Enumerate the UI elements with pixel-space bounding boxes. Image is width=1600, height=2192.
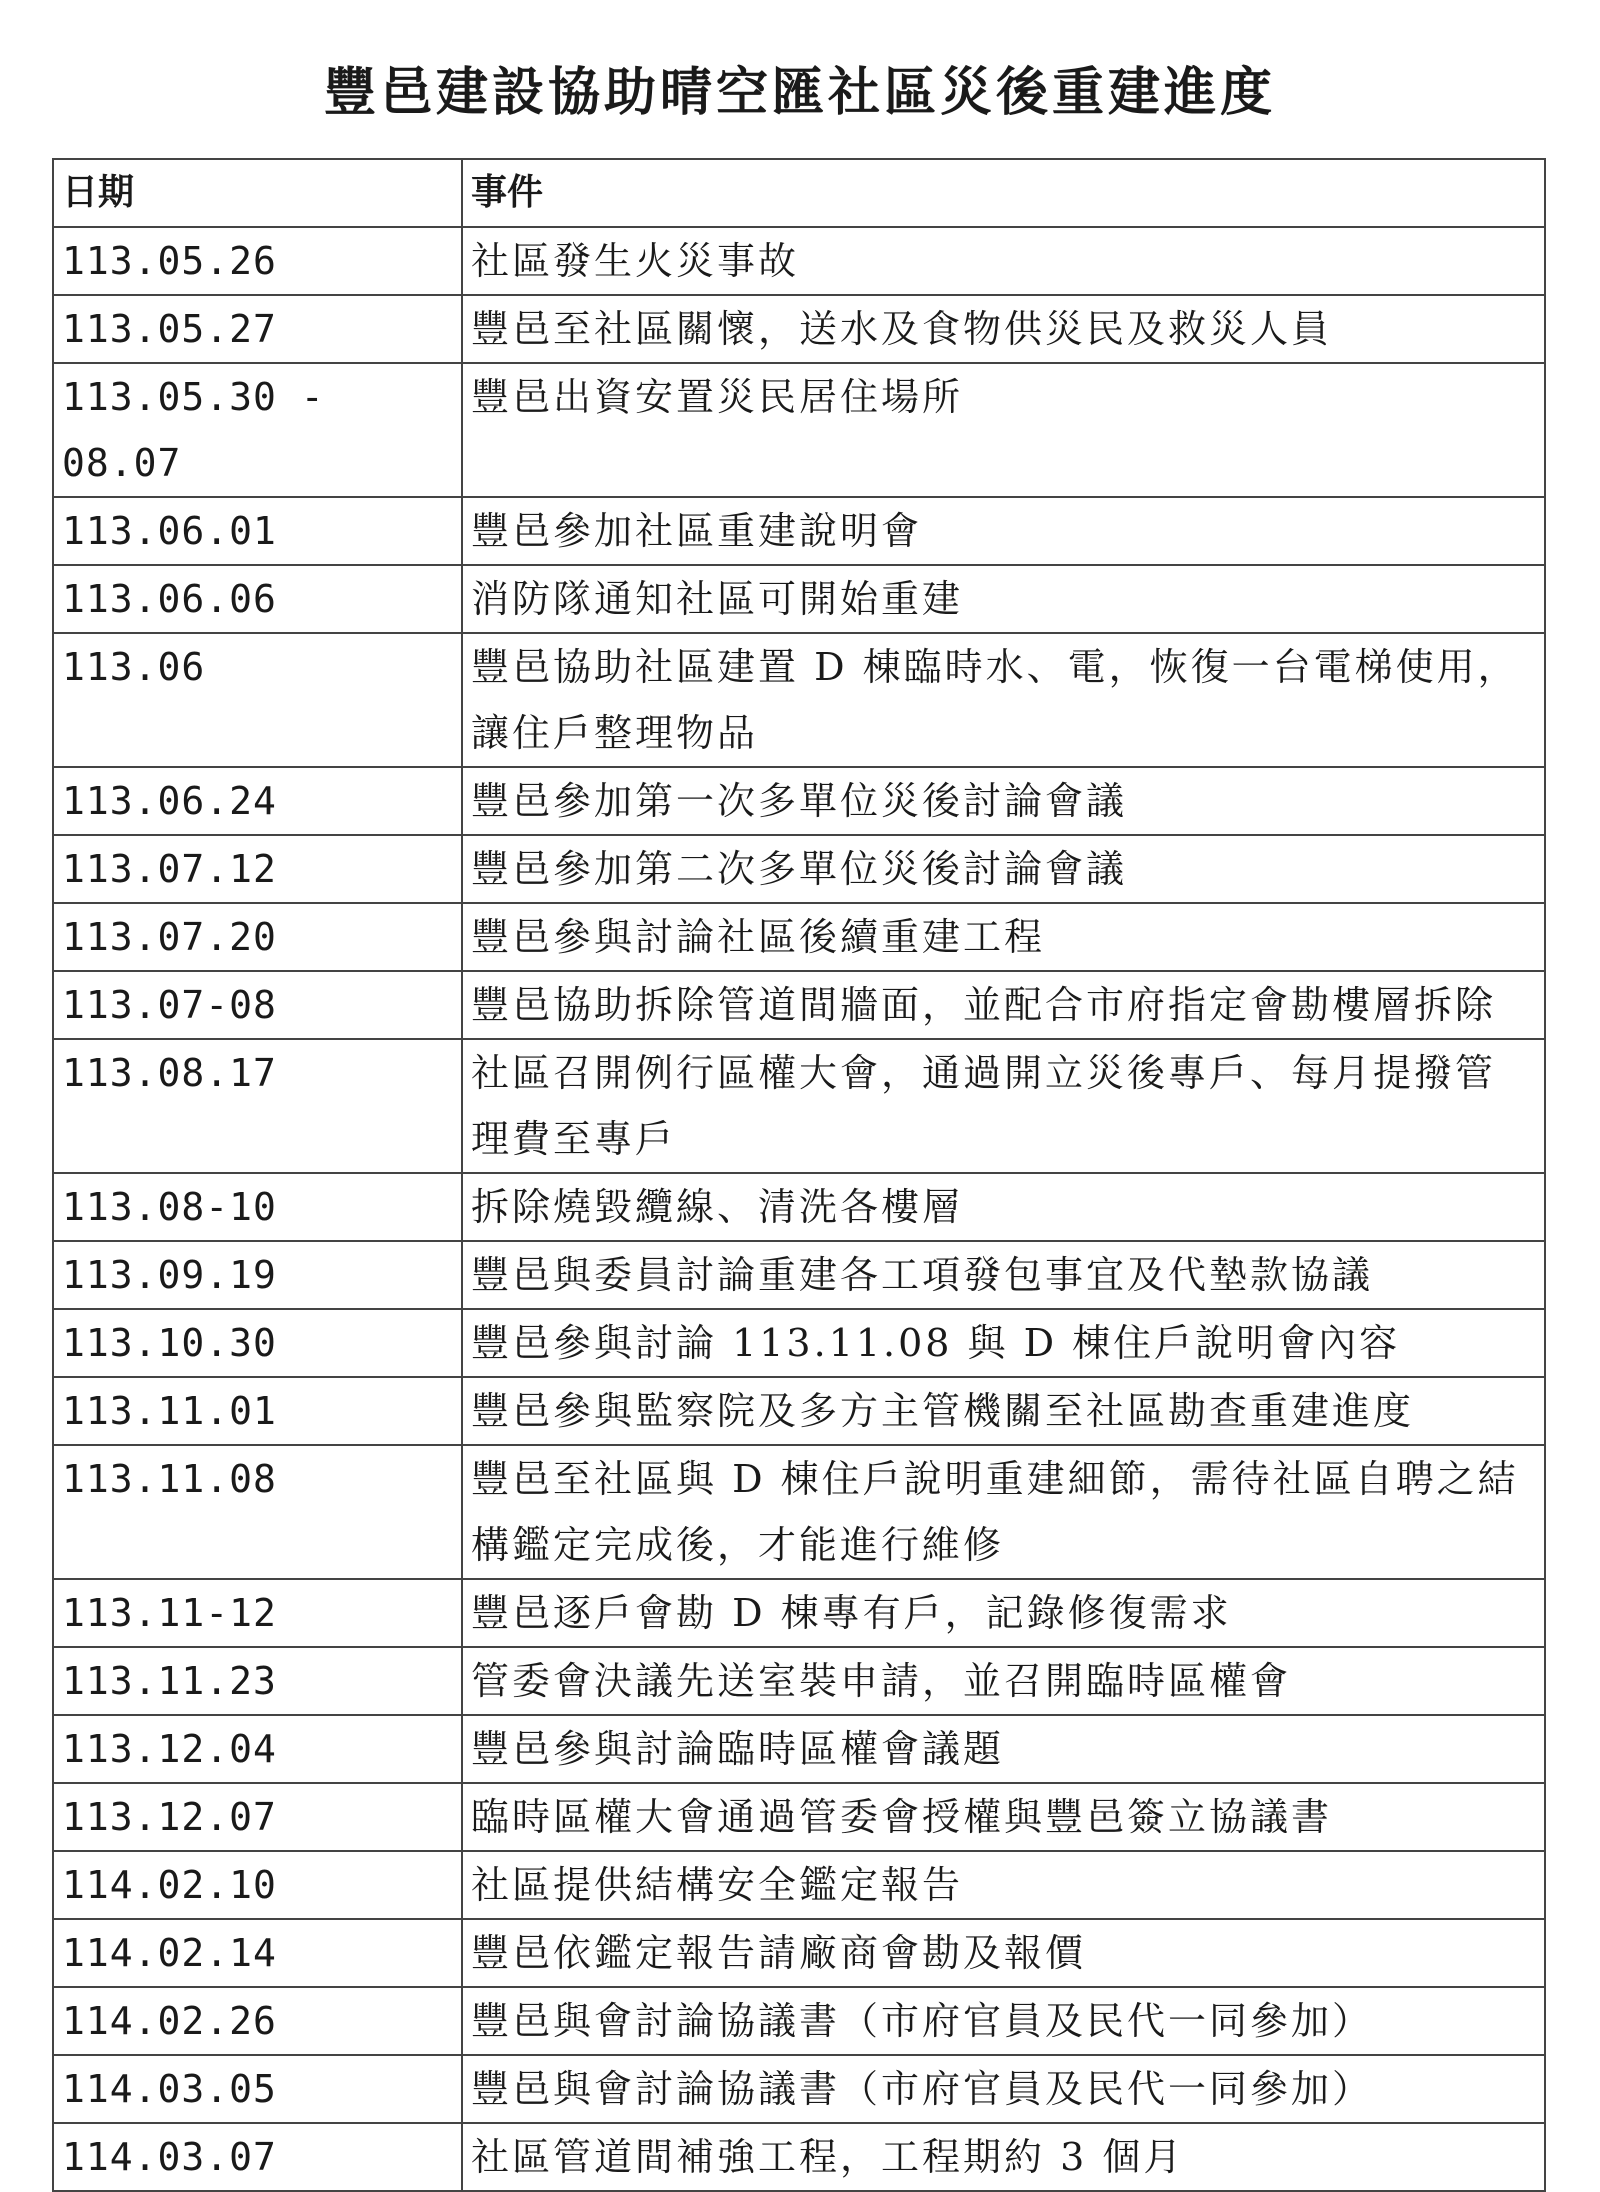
row-event-cell: 社區發生火災事故 — [462, 227, 1545, 295]
rebuild-timeline-table — [52, 158, 1546, 2192]
row-date-cell: 114.03.05 — [53, 2055, 462, 2123]
row-date-cell: 113.11.23 — [53, 1647, 462, 1715]
row-date-cell: 113.11.01 — [53, 1377, 462, 1445]
row-date-cell: 114.02.10 — [53, 1851, 462, 1919]
table-row — [53, 1039, 1545, 1173]
row-date-cell: 113.07.12 — [53, 835, 462, 903]
table-row — [53, 2123, 1545, 2191]
table-row — [53, 1715, 1545, 1783]
document-title: 豐邑建設協助晴空匯社區災後重建進度 — [323, 63, 1276, 123]
table-row — [53, 497, 1545, 565]
row-date-cell: 113.06 — [53, 633, 462, 767]
table-row — [53, 1783, 1545, 1851]
row-event-cell: 豐邑參加第一次多單位災後討論會議 — [462, 767, 1545, 835]
table-row — [53, 1851, 1545, 1919]
event-column-header: 事件 — [462, 159, 1545, 227]
table-row — [53, 2055, 1545, 2123]
table-header-row — [53, 159, 1545, 227]
row-date-cell: 113.06.01 — [53, 497, 462, 565]
row-event-cell: 豐邑出資安置災民居住場所 — [462, 363, 1545, 497]
table-row — [53, 363, 1545, 497]
row-event-cell: 社區召開例行區權大會，通過開立災後專戶、每月提撥管理費至專戶 — [462, 1039, 1545, 1173]
row-date-cell: 113.07-08 — [53, 971, 462, 1039]
row-event-cell: 豐邑至社區與 D 棟住戶說明重建細節，需待社區自聘之結構鑑定完成後，才能進行維修 — [462, 1445, 1545, 1579]
row-date-cell: 114.03.07 — [53, 2123, 462, 2191]
table-row — [53, 227, 1545, 295]
row-date-cell: 113.06.06 — [53, 565, 462, 633]
row-event-cell: 消防隊通知社區可開始重建 — [462, 565, 1545, 633]
row-event-cell: 豐邑依鑑定報告請廠商會勘及報價 — [462, 1919, 1545, 1987]
table-row — [53, 1647, 1545, 1715]
table-row — [53, 835, 1545, 903]
row-date-cell: 113.05.30 - 08.07 — [53, 363, 462, 497]
row-date-cell: 114.02.26 — [53, 1987, 462, 2055]
row-date-cell: 113.05.26 — [53, 227, 462, 295]
table-row — [53, 767, 1545, 835]
row-date-cell: 113.06.24 — [53, 767, 462, 835]
row-date-cell: 113.08.17 — [53, 1039, 462, 1173]
table-row — [53, 903, 1545, 971]
row-event-cell: 豐邑協助拆除管道間牆面，並配合市府指定會勘樓層拆除 — [462, 971, 1545, 1039]
row-event-cell: 豐邑與會討論協議書（市府官員及民代一同參加） — [462, 2055, 1545, 2123]
row-event-cell: 豐邑參與討論 113.11.08 與 D 棟住戶說明會內容 — [462, 1309, 1545, 1377]
row-event-cell: 拆除燒毀纜線、清洗各樓層 — [462, 1173, 1545, 1241]
table-row — [53, 1377, 1545, 1445]
row-event-cell: 豐邑協助社區建置 D 棟臨時水、電，恢復一台電梯使用，讓住戶整理物品 — [462, 633, 1545, 767]
row-date-cell: 113.09.19 — [53, 1241, 462, 1309]
table-body — [53, 227, 1545, 2191]
row-event-cell: 豐邑與會討論協議書（市府官員及民代一同參加） — [462, 1987, 1545, 2055]
row-date-cell: 113.12.04 — [53, 1715, 462, 1783]
row-event-cell: 豐邑逐戶會勘 D 棟專有戶，記錄修復需求 — [462, 1579, 1545, 1647]
row-date-cell: 113.08-10 — [53, 1173, 462, 1241]
row-event-cell: 豐邑參與監察院及多方主管機關至社區勘查重建進度 — [462, 1377, 1545, 1445]
table-row — [53, 1241, 1545, 1309]
table-row — [53, 1173, 1545, 1241]
table-row — [53, 971, 1545, 1039]
table-row — [53, 565, 1545, 633]
row-date-cell: 114.02.14 — [53, 1919, 462, 1987]
row-date-cell: 113.12.07 — [53, 1783, 462, 1851]
row-date-cell: 113.11.08 — [53, 1445, 462, 1579]
row-event-cell: 豐邑與委員討論重建各工項發包事宜及代墊款協議 — [462, 1241, 1545, 1309]
row-date-cell: 113.05.27 — [53, 295, 462, 363]
row-event-cell: 豐邑參與討論臨時區權會議題 — [462, 1715, 1545, 1783]
row-event-cell: 管委會決議先送室裝申請，並召開臨時區權會 — [462, 1647, 1545, 1715]
date-column-header: 日期 — [53, 159, 462, 227]
table-row — [53, 1445, 1545, 1579]
row-event-cell: 社區提供結構安全鑑定報告 — [462, 1851, 1545, 1919]
table-row — [53, 1309, 1545, 1377]
row-event-cell: 豐邑參加社區重建說明會 — [462, 497, 1545, 565]
row-date-cell: 113.07.20 — [53, 903, 462, 971]
table-row — [53, 1579, 1545, 1647]
row-event-cell: 豐邑參加第二次多單位災後討論會議 — [462, 835, 1545, 903]
row-event-cell: 臨時區權大會通過管委會授權與豐邑簽立協議書 — [462, 1783, 1545, 1851]
row-date-cell: 113.10.30 — [53, 1309, 462, 1377]
table-row — [53, 1919, 1545, 1987]
row-event-cell: 豐邑參與討論社區後續重建工程 — [462, 903, 1545, 971]
row-event-cell: 社區管道間補強工程，工程期約 3 個月 — [462, 2123, 1545, 2191]
table-row — [53, 295, 1545, 363]
row-event-cell: 豐邑至社區關懷，送水及食物供災民及救災人員 — [462, 295, 1545, 363]
row-date-cell: 113.11-12 — [53, 1579, 462, 1647]
table-row — [53, 1987, 1545, 2055]
table-row — [53, 633, 1545, 767]
